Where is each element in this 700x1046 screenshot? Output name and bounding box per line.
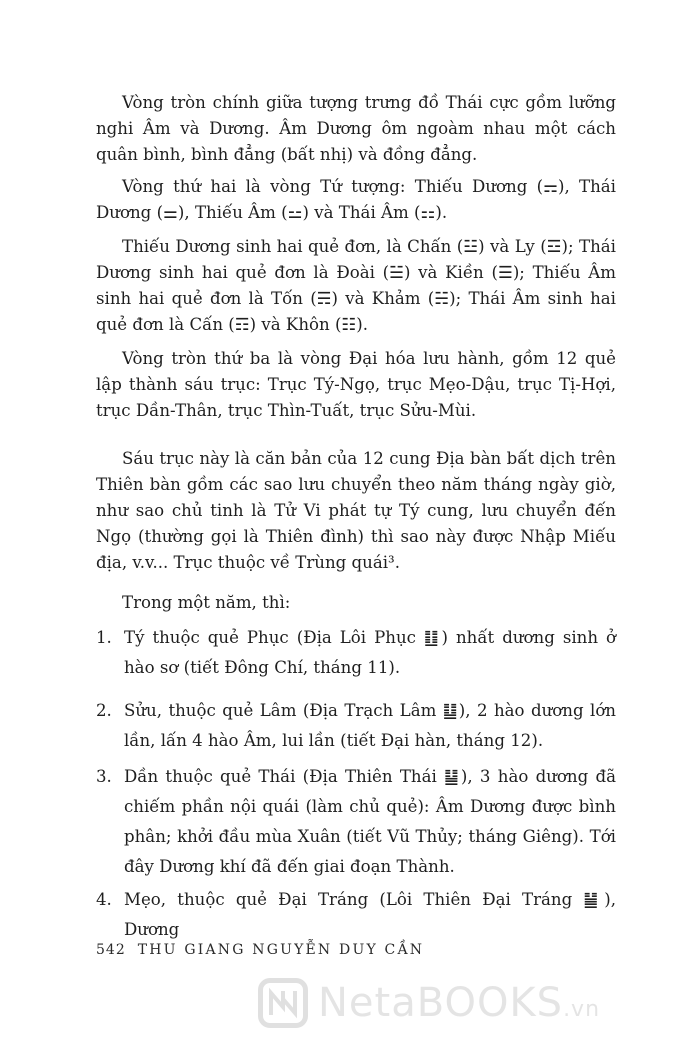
paragraph-6: Trong một năm, thì: bbox=[122, 593, 291, 612]
list-item-text: Dần thuộc quẻ Thái (Địa Thiên Thái ䷊), 3 hào dương đã chiếm phần nội quái (làm chủ quẻ): Âm Dương được bình phân; khởi đầu mùa Xuân (tiết Vũ Thủy; tháng Giêng). Tới đây Dương khí đã đến giai đoạn Thành. bbox=[124, 767, 616, 876]
author-name: THU GIANG NGUYỄN DUY CẦN bbox=[137, 942, 425, 958]
watermark-brand bbox=[318, 980, 600, 1026]
paragraph-4: Vòng tròn thứ ba là vòng Đại hóa lưu hành, gồm 12 quẻ lập thành sáu trục: Trục Tý-Ngọ, trục Mẹo-Dậu, trục Tị-Hợi, trục Dần-Thân, trục Thìn-Tuất, trục Sửu-Mùi. bbox=[96, 349, 616, 420]
list-item-text: Mẹo, thuộc quẻ Đại Tráng (Lôi Thiên Đại Tráng ䷡), Dương bbox=[124, 890, 616, 939]
watermark-suffix: .vn bbox=[563, 997, 601, 1022]
list-item-number: 4. bbox=[96, 890, 112, 909]
page-footer bbox=[96, 942, 424, 958]
watermark-brand-text: NetaBOOKS bbox=[318, 980, 564, 1026]
netabooks-logo-icon bbox=[258, 978, 308, 1028]
list-item-number: 1. bbox=[96, 628, 112, 647]
list-item-number: 3. bbox=[96, 767, 112, 786]
watermark bbox=[258, 978, 688, 1034]
page-number: 542 bbox=[96, 942, 126, 958]
list-item bbox=[96, 623, 616, 683]
paragraph-1: Vòng tròn chính giữa tượng trưng đồ Thái cực gồm lưỡng nghi Âm và Dương. Âm Dương ôm ngoàm nhau một cách quân bình, bình đẳng (bất nhị) và đồng đẳng. bbox=[96, 93, 616, 164]
list-item-text: Tý thuộc quẻ Phục (Địa Lôi Phục ䷗) nhất dương sinh ở hào sơ (tiết Đông Chí, tháng 11). bbox=[124, 628, 616, 677]
paragraph-5: Sáu trục này là căn bản của 12 cung Địa bàn bất dịch trên Thiên bàn gồm các sao lưu chuyển theo năm tháng ngày giờ, như sao chủ tinh là Tử Vi phát tự Tý cung, lưu chuyển đến Ngọ (thường gọi là Thiên đình) thì sao này được Nhập Miếu địa, v.v... Trục thuộc về Trùng quái³. bbox=[96, 449, 616, 572]
list-item bbox=[96, 762, 616, 882]
list-item-number: 2. bbox=[96, 701, 112, 720]
list-item bbox=[96, 696, 616, 756]
paragraph-3: Thiếu Dương sinh hai quẻ đơn, là Chấn (☳) và Ly (☲); Thái Dương sinh hai quẻ đơn là Đoài (☱) và Kiền (☰); Thiếu Âm sinh hai quẻ đơn là Tốn (☴) và Khảm (☵); Thái Âm sinh hai quẻ đơn là Cấn (☶) và Khôn (☷). bbox=[96, 237, 616, 334]
list-item-text: Sửu, thuộc quẻ Lâm (Địa Trạch Lâm ䷒), 2 hào dương lớn lần, lấn 4 hào Âm, lui lần (tiết Đại hàn, tháng 12). bbox=[124, 701, 616, 750]
paragraph-2: Vòng thứ hai là vòng Tứ tượng: Thiếu Dương (⚎), Thái Dương (⚌), Thiếu Âm (⚍) và Thái Âm (⚏). bbox=[96, 177, 616, 222]
list-item bbox=[96, 885, 616, 945]
